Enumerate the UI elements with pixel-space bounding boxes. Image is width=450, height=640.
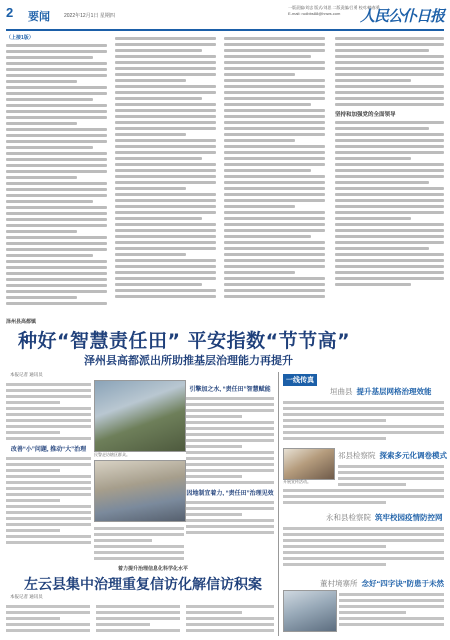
- panel-item-2-body-cont: [283, 486, 444, 508]
- panel-item-2-title: 祁县检察院 探索多元化调卷模式: [338, 451, 447, 460]
- panel-item-3-title: 永和县检察院 筑牢校园疫情防控网: [326, 513, 443, 522]
- story1-kicker: 泽州县高都镇: [6, 319, 37, 325]
- panel-item-1-body: [283, 398, 444, 448]
- page-section: 要闻: [28, 11, 50, 23]
- photo3-caption: 开展宣传活动。: [283, 479, 311, 484]
- story1-section-head-2: 改善“小”问题, 推动“大”治理: [10, 447, 87, 453]
- section-subhead: 坚持和加强党的全面领导: [335, 112, 396, 118]
- page-number: 2: [6, 5, 14, 20]
- issue-date: 2022年12月1日 星期四: [64, 13, 115, 19]
- panel-item-4-title: 董村境寨所 念好“四字诀”防患于未然: [320, 579, 444, 588]
- photo1-caption: 民警走访辖区群众。: [94, 452, 130, 457]
- story2-kicker: 着力提升治理信息化科学化水平: [118, 566, 189, 572]
- panel-photo-2: [283, 590, 337, 632]
- panel-item-1-place: 垣曲县: [330, 387, 353, 396]
- editor-info: 一版责编/刘忠 版式/刘思 二版责编/吕勇 校对/赖春勇 E-mail: rudbbs88@hnws.com: [288, 5, 380, 16]
- story2-headline: 左云县集中治理重复信访化解信访积案: [24, 577, 262, 593]
- panel-item-1-title: 垣曲县 提升基层网格治理效能: [330, 387, 432, 396]
- continued-marker: （上接1版）: [6, 35, 34, 41]
- story1-photo-1: [94, 380, 186, 452]
- text-column-1: [6, 34, 107, 314]
- text-column-3: [224, 34, 325, 314]
- story2-byline: 本报记者 通讯员: [10, 594, 43, 599]
- text-column-2: [115, 34, 216, 314]
- panel-title: 一线传真: [283, 374, 317, 386]
- story1-section-head-1: 引擎加之水, “责任田”智慧赋能: [189, 387, 271, 393]
- story1-column-3: [186, 380, 274, 560]
- panel-item-2-place: 祁县检察院: [338, 451, 376, 460]
- story2-column-2: [96, 602, 180, 636]
- masthead: [6, 3, 444, 31]
- story1-column-1: [6, 380, 91, 560]
- panel-item-4-body: [339, 590, 444, 636]
- text-column-4: [335, 34, 444, 314]
- panel-photo: [283, 448, 335, 480]
- panel-item-4-place: 董村境寨所: [320, 579, 358, 588]
- newspaper-logo: 人民公仆日报: [359, 7, 444, 25]
- story2-column-3: [186, 602, 274, 636]
- panel-item-3-place: 永和县检察院: [326, 513, 371, 522]
- story1-column-2: [94, 524, 184, 560]
- story1-byline: 本报记者 通讯员: [10, 372, 43, 377]
- story1-subtitle: 泽州县高都派出所助推基层治理能力再提升: [84, 354, 293, 367]
- story1-headline: 种好“智慧责任田” 平安指数“节节高”: [18, 330, 351, 352]
- story1-section-head-3: 因地制宜着力, “责任田”治理见效: [186, 491, 274, 497]
- story2-column-1: [6, 602, 90, 636]
- story1-photo-2: [94, 460, 186, 522]
- panel-divider: [278, 372, 279, 636]
- panel-item-3-body: [283, 524, 444, 574]
